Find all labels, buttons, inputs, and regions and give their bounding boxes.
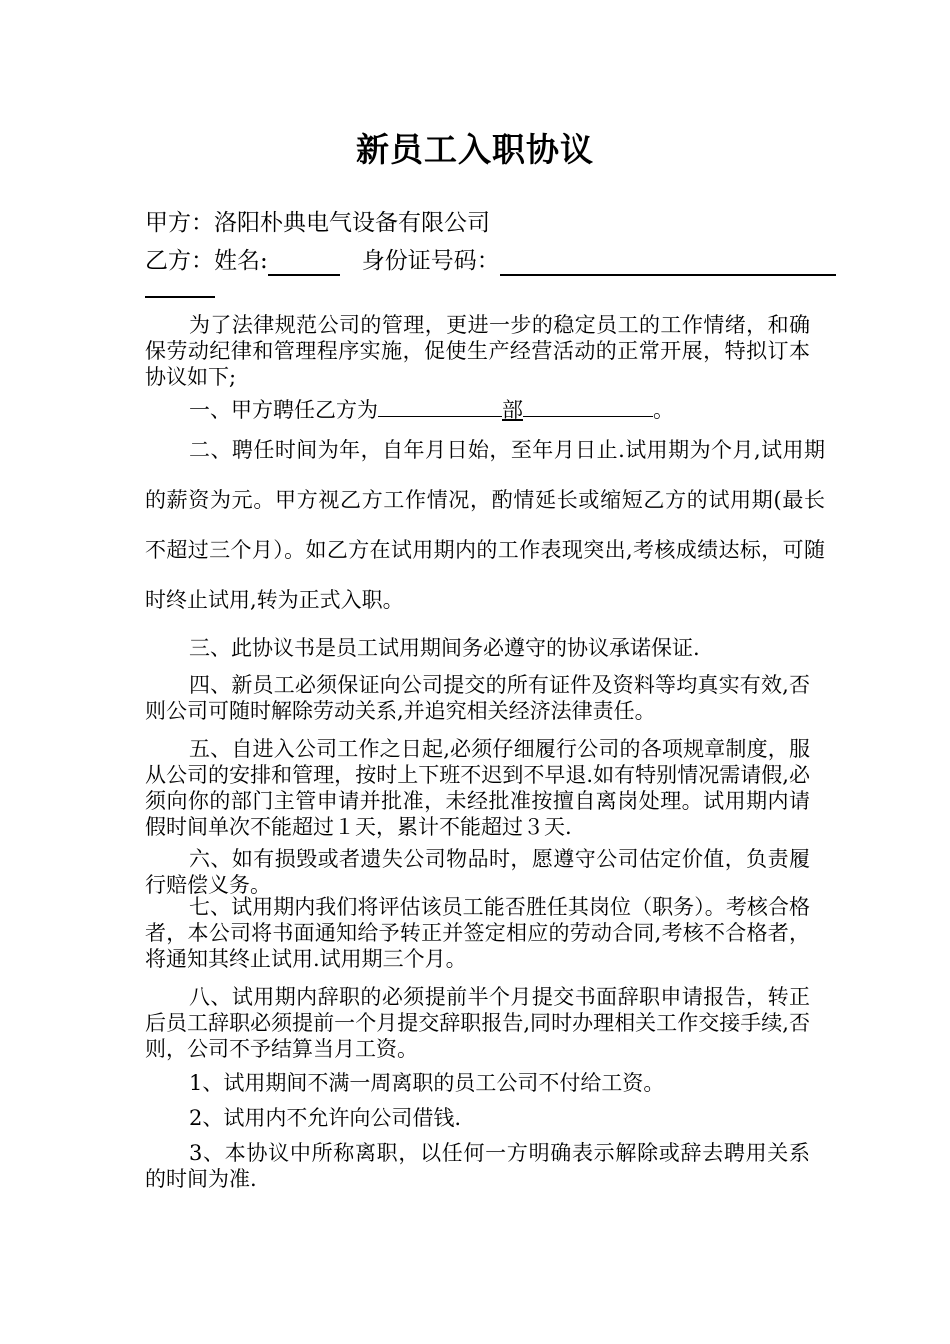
clause-2: 二、聘任时间为年，自年月日始，至年月日止.试用期为个月,试用期的薪资为元。甲方视乙方工作情况，酌情延长或缩短乙方的试用期(最长不超过三个月）。如乙方在试用期内的工作表现突出,考核成绩达标，可随时终止试用,转为正式入职。	[145, 438, 825, 612]
party-b-id-label: 身份证号码：	[361, 248, 500, 274]
clause-1-prefix: 一、甲方聘任乙方为	[189, 398, 378, 422]
id-number-blank-continued	[145, 274, 215, 298]
sub-clause-3: 3、本协议中所称离职，以任何一方明确表示解除或辞去聘用关系的时间为准.	[145, 1141, 810, 1191]
clause-5: 五、自进入公司工作之日起,必须仔细履行公司的各项规章制度，服从公司的安排和管理，按时上下班不迟到不早退.如有特别情况需请假,必须向你的部门主管申请并批准，未经批准按擅自离岗处理。试用期内请假时间单次不能超过１天，累计不能超过３天.	[145, 737, 810, 839]
department-blank	[523, 396, 653, 417]
clause-6: 六、如有损毁或者遗失公司物品时，愿遵守公司估定价值，负责履行赔偿义务。	[145, 847, 810, 897]
party-b-name-label: 乙方：姓名:	[145, 248, 268, 274]
document-title: 新员工入职协议	[356, 130, 594, 169]
intro-paragraph: 为了法律规范公司的管理，更进一步的稳定员工的工作情绪，和确保劳动纪律和管理程序实施，促使生产经营活动的正常开展，特拟订本协议如下;	[145, 313, 810, 389]
party-b-line	[145, 246, 836, 276]
clause-1	[189, 396, 674, 423]
id-number-blank	[500, 252, 836, 276]
clause-8: 八、试用期内辞职的必须提前半个月提交书面辞职申请报告，转正后员工辞职必须提前一个月提交辞职报告,同时办理相关工作交接手续,否则，公司不予结算当月工资。	[145, 985, 810, 1061]
clause-3: 三、此协议书是员工试用期间务必遵守的协议承诺保证.	[189, 636, 700, 660]
clause-7: 七、试用期内我们将评估该员工能否胜任其岗位（职务）。考核合格者，本公司将书面通知给予转正并签定相应的劳动合同,考核不合格者，将通知其终止试用.试用期三个月。	[145, 895, 810, 971]
position-blank	[378, 396, 502, 417]
party-a-line: 甲方：洛阳朴典电气设备有限公司	[145, 210, 490, 236]
clause-4: 四、新员工必须保证向公司提交的所有证件及资料等均真实有效,否则公司可随时解除劳动关系,并追究相关经济法律责任。	[145, 673, 810, 723]
clause-1-dept: 部	[502, 398, 523, 422]
sub-clause-1: 1、试用期间不满一周离职的员工公司不付给工资。	[189, 1071, 665, 1095]
name-blank	[268, 252, 340, 276]
sub-clause-2: 2、试用内不允许向公司借钱.	[189, 1106, 462, 1130]
clause-1-suffix: 。	[653, 398, 674, 422]
